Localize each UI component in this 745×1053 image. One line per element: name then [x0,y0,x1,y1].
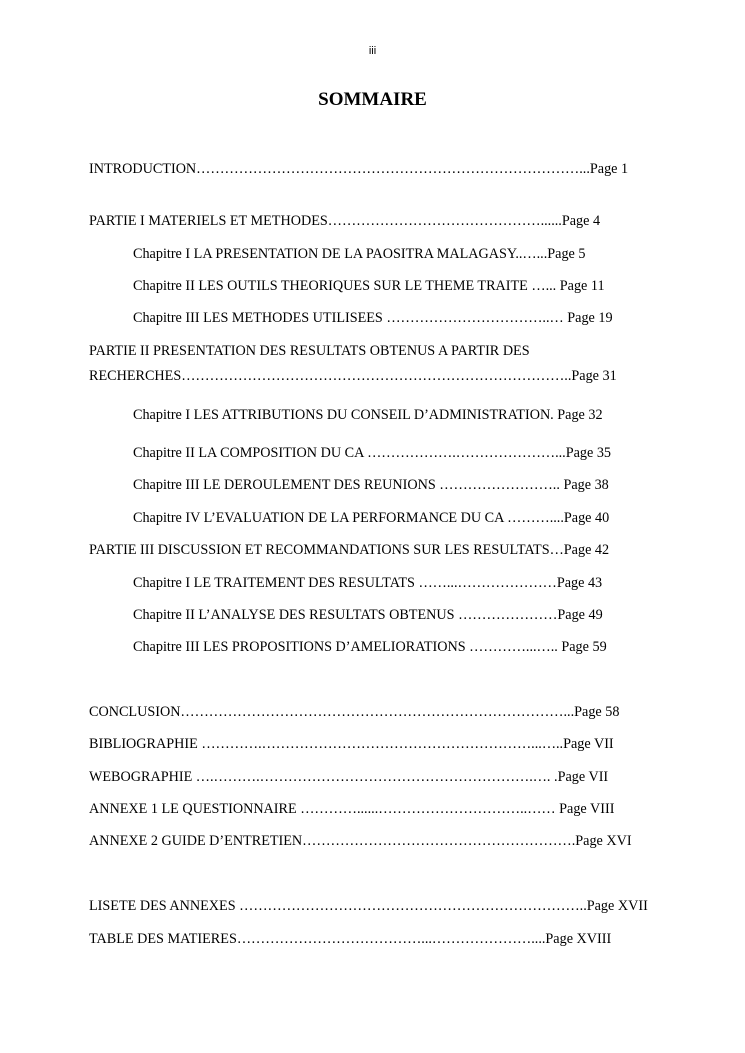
toc-partie-3-chapitre-1: Chapitre I LE TRAITEMENT DES RESULTATS ……...…………………Page 43 [133,575,603,591]
page-title: SOMMAIRE [318,89,427,110]
toc-webographie: WEBOGRAPHIE ….……….………………………………………………….…. .Page VII [89,769,609,785]
toc-liste-des-annexes: LISETE DES ANNEXES ………………………………………………………………..Page XVII [89,898,648,914]
toc-introduction: INTRODUCTION………………………………………………………………………...Page 1 [89,161,629,177]
toc-partie-1-chapitre-1: Chapitre I LA PRESENTATION DE LA PAOSITRA MALAGASY..…...Page 5 [133,246,586,262]
toc-partie-1: PARTIE I MATERIELS ET METHODES………………………………………......Page 4 [89,213,601,229]
toc-partie-2-chapitre-3: Chapitre III LE DEROULEMENT DES REUNIONS …………………….. Page 38 [133,477,609,493]
toc-partie-1-chapitre-3: Chapitre III LES METHODES UTILISEES ……………………………..… Page 19 [133,310,613,326]
page-number: iii [368,45,377,57]
toc-partie-2-chapitre-1: Chapitre I LES ATTRIBUTIONS DU CONSEIL D’ADMINISTRATION. Page 32 [133,407,603,423]
toc-table-des-matieres: TABLE DES MATIERES…………………………………...…………………....Page XVIII [89,931,612,947]
toc-partie-3-chapitre-3: Chapitre III LES PROPOSITIONS D’AMELIORATIONS …………...….. Page 59 [133,639,607,655]
toc-annexe-1: ANNEXE 1 LE QUESTIONNAIRE …………......…………………………..…… Page VIII [89,801,615,817]
toc-partie-3-chapitre-2: Chapitre II L’ANALYSE DES RESULTATS OBTENUS …………………Page 49 [133,607,603,623]
toc-partie-2-line-1: PARTIE II PRESENTATION DES RESULTATS OBTENUS A PARTIR DES [89,343,530,359]
toc-partie-2-chapitre-4: Chapitre IV L’EVALUATION DE LA PERFORMANCE DU CA ………....Page 40 [133,510,610,526]
toc-annexe-2: ANNEXE 2 GUIDE D’ENTRETIEN………………………………………………….Page XVI [89,833,632,849]
toc-conclusion: CONCLUSION………………………………………………………………………...Page 58 [89,704,620,720]
toc-bibliographie: BIBLIOGRAPHIE ………….…………………………………………………...…..Page VII [89,736,614,752]
toc-partie-3: PARTIE III DISCUSSION ET RECOMMANDATIONS SUR LES RESULTATS…Page 42 [89,542,610,558]
toc-partie-2-line-2: RECHERCHES………………………………………………………………………..Page 31 [89,368,617,384]
toc-partie-2-chapitre-2: Chapitre II LA COMPOSITION DU CA ……………….…………………...Page 35 [133,445,612,461]
toc-partie-1-chapitre-2: Chapitre II LES OUTILS THEORIQUES SUR LE THEME TRAITE …... Page 11 [133,278,605,294]
